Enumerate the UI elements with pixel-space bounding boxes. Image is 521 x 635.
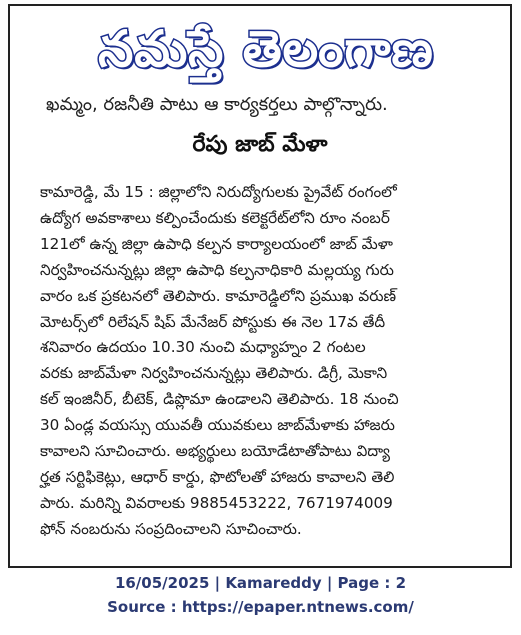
article-line: కామారెడ్డి, మే 15 : జిల్లాలోని నిరుద్యోగులకు ప్రైవేట్ రంగంలో (40, 183, 397, 201)
article-line: నిర్వహించనున్నట్లు జిల్లా ఉపాధి కల్పనాధికారి మల్లయ్య గురు (40, 260, 394, 279)
article-line: ర్హత సర్టిఫికెట్లు, ఆధార్ కార్డు, ఫొటోలతో హాజరు కావాలని తెలి (40, 467, 395, 486)
article-line: 30 ఏండ్ల వయస్సు యువతీ యువకులు జాబ్‌మేళాకు హాజరు (40, 416, 395, 435)
cut-off-previous-line (46, 94, 496, 115)
article-line: 121లో ఉన్న జిల్లా ఉపాధి కల్పన కార్యాలయంలో జాబ్ మేళా (40, 234, 393, 253)
article-line: ఫోన్ నంబరును సంప్రదించాలని సూచించారు. (40, 519, 302, 538)
cut-off-text: ఖమ్మం, రజనీతి పాటు ఆ కార్యకర్తలు పాల్గొన్నారు. (46, 94, 388, 115)
article-line: వరకు జాబ్‌మేళా నిర్వహించనున్నట్లు తెలిపారు. డిగ్రీ, మెకాని (40, 364, 388, 383)
clipping-frame (8, 4, 512, 568)
newspaper-masthead (66, 10, 466, 88)
article-line: వారం ఒక ప్రకటనలో తెలిపారు. కామారెడ్డిలోని ప్రముఖ వరుణ్ (40, 286, 397, 305)
article-body (40, 180, 496, 543)
footer-date-edition-page: 16/05/2025 | Kamareddy | Page : 2 (114, 574, 407, 592)
article-line: పారు. మరిన్ని వివరాలకు 9885453222, 7671974009 (40, 493, 393, 512)
article-line: ఉద్యోగ అవకాశాలు కల్పించేందుకు కలెక్టరేట్‌లోని రూం నంబర్ (40, 208, 390, 227)
article-line: శనివారం ఉదయం 10.30 నుంచి మధ్యాహ్నం 2 గంటల (40, 338, 366, 357)
footer-source-link[interactable]: Source : https://epaper.ntnews.com/ (107, 598, 414, 616)
article-headline: రేపు జాబ్ మేళా (192, 132, 328, 157)
article-line: కల్ ఇంజినీర్, బీటెక్, డిప్లొమా ఉండాలని తెలిపారు. 18 నుంచి (40, 390, 399, 409)
masthead-title: నమస్తే తెలంగాణ (98, 20, 434, 78)
article-line: మోటర్స్‌లో రిలేషన్ షిప్ మేనేజర్ పోస్టుకు ఈ నెల 17వ తేదీ (40, 312, 386, 331)
article-line: కావాలని సూచించారు. అభ్యర్థులు బయోడేటాతోపాటు విద్యా (40, 442, 391, 461)
